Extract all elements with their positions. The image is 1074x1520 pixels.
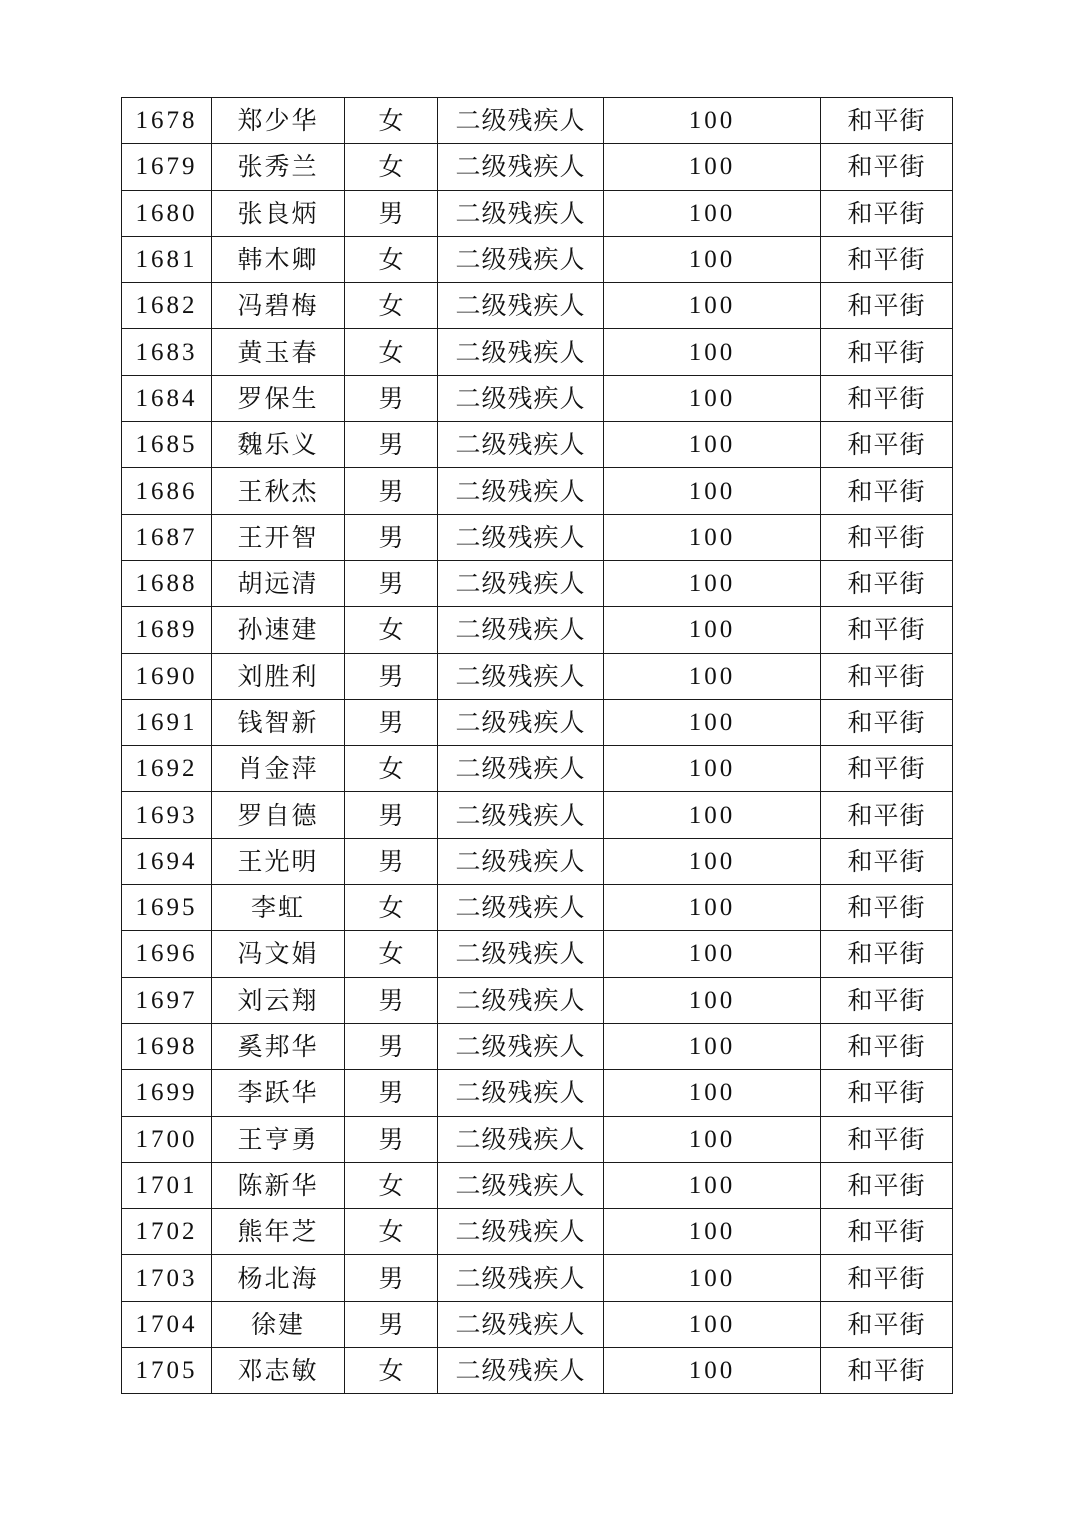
table-row <box>122 653 953 699</box>
cell-street: 和平街 <box>821 977 953 1023</box>
cell-disability-category: 二级残疾人 <box>438 792 604 838</box>
cell-amount: 100 <box>604 1070 821 1116</box>
cell-serial-number: 1684 <box>122 375 212 421</box>
cell-amount: 100 <box>604 144 821 190</box>
table-row <box>122 190 953 236</box>
cell-name: 刘胜利 <box>212 653 345 699</box>
cell-gender: 女 <box>345 1162 438 1208</box>
cell-serial-number: 1679 <box>122 144 212 190</box>
cell-serial-number: 1704 <box>122 1301 212 1347</box>
table-row <box>122 144 953 190</box>
table-row <box>122 422 953 468</box>
cell-amount: 100 <box>604 422 821 468</box>
table-row <box>122 236 953 282</box>
table-row <box>122 838 953 884</box>
cell-street: 和平街 <box>821 329 953 375</box>
cell-serial-number: 1690 <box>122 653 212 699</box>
cell-amount: 100 <box>604 190 821 236</box>
cell-gender: 男 <box>345 190 438 236</box>
table-row <box>122 283 953 329</box>
cell-amount: 100 <box>604 1116 821 1162</box>
table-row <box>122 885 953 931</box>
table-row <box>122 977 953 1023</box>
table-row <box>122 1162 953 1208</box>
cell-gender: 女 <box>345 607 438 653</box>
table-row <box>122 375 953 421</box>
cell-name: 陈新华 <box>212 1162 345 1208</box>
cell-street: 和平街 <box>821 236 953 282</box>
cell-serial-number: 1678 <box>122 98 212 144</box>
table-row <box>122 468 953 514</box>
cell-serial-number: 1687 <box>122 514 212 560</box>
cell-name: 李虹 <box>212 885 345 931</box>
cell-name: 冯文娟 <box>212 931 345 977</box>
cell-gender: 男 <box>345 653 438 699</box>
cell-street: 和平街 <box>821 746 953 792</box>
cell-disability-category: 二级残疾人 <box>438 1023 604 1069</box>
cell-disability-category: 二级残疾人 <box>438 375 604 421</box>
cell-disability-category: 二级残疾人 <box>438 98 604 144</box>
cell-amount: 100 <box>604 1162 821 1208</box>
cell-name: 李跃华 <box>212 1070 345 1116</box>
cell-gender: 女 <box>345 885 438 931</box>
cell-street: 和平街 <box>821 885 953 931</box>
table-row <box>122 1116 953 1162</box>
table-row <box>122 931 953 977</box>
cell-street: 和平街 <box>821 1301 953 1347</box>
cell-disability-category: 二级残疾人 <box>438 1162 604 1208</box>
cell-street: 和平街 <box>821 699 953 745</box>
cell-disability-category: 二级残疾人 <box>438 560 604 606</box>
cell-serial-number: 1691 <box>122 699 212 745</box>
table-row <box>122 1023 953 1069</box>
cell-amount: 100 <box>604 98 821 144</box>
cell-street: 和平街 <box>821 838 953 884</box>
cell-street: 和平街 <box>821 468 953 514</box>
cell-serial-number: 1702 <box>122 1209 212 1255</box>
cell-name: 胡远清 <box>212 560 345 606</box>
cell-amount: 100 <box>604 1348 821 1394</box>
cell-amount: 100 <box>604 1301 821 1347</box>
cell-name: 王光明 <box>212 838 345 884</box>
cell-name: 王亨勇 <box>212 1116 345 1162</box>
cell-gender: 男 <box>345 560 438 606</box>
table-row <box>122 607 953 653</box>
cell-name: 徐建 <box>212 1301 345 1347</box>
cell-disability-category: 二级残疾人 <box>438 1301 604 1347</box>
cell-name: 罗自德 <box>212 792 345 838</box>
cell-amount: 100 <box>604 607 821 653</box>
cell-gender: 男 <box>345 1301 438 1347</box>
cell-gender: 男 <box>345 977 438 1023</box>
cell-gender: 男 <box>345 514 438 560</box>
cell-gender: 女 <box>345 144 438 190</box>
cell-street: 和平街 <box>821 514 953 560</box>
cell-gender: 男 <box>345 422 438 468</box>
cell-street: 和平街 <box>821 1070 953 1116</box>
table-row <box>122 1348 953 1394</box>
cell-disability-category: 二级残疾人 <box>438 236 604 282</box>
cell-amount: 100 <box>604 699 821 745</box>
cell-gender: 女 <box>345 98 438 144</box>
cell-amount: 100 <box>604 375 821 421</box>
cell-disability-category: 二级残疾人 <box>438 885 604 931</box>
cell-disability-category: 二级残疾人 <box>438 144 604 190</box>
cell-amount: 100 <box>604 977 821 1023</box>
cell-street: 和平街 <box>821 422 953 468</box>
cell-street: 和平街 <box>821 1162 953 1208</box>
cell-name: 杨北海 <box>212 1255 345 1301</box>
cell-disability-category: 二级残疾人 <box>438 838 604 884</box>
table-row <box>122 1301 953 1347</box>
cell-disability-category: 二级残疾人 <box>438 514 604 560</box>
cell-serial-number: 1705 <box>122 1348 212 1394</box>
cell-gender: 男 <box>345 792 438 838</box>
cell-name: 奚邦华 <box>212 1023 345 1069</box>
cell-serial-number: 1686 <box>122 468 212 514</box>
cell-gender: 女 <box>345 931 438 977</box>
cell-disability-category: 二级残疾人 <box>438 977 604 1023</box>
cell-disability-category: 二级残疾人 <box>438 190 604 236</box>
cell-amount: 100 <box>604 468 821 514</box>
cell-amount: 100 <box>604 653 821 699</box>
cell-gender: 男 <box>345 838 438 884</box>
cell-serial-number: 1698 <box>122 1023 212 1069</box>
table-row <box>122 98 953 144</box>
cell-name: 张秀兰 <box>212 144 345 190</box>
cell-name: 熊年芝 <box>212 1209 345 1255</box>
table-row <box>122 1209 953 1255</box>
cell-name: 韩木卿 <box>212 236 345 282</box>
cell-amount: 100 <box>604 746 821 792</box>
cell-name: 冯碧梅 <box>212 283 345 329</box>
cell-disability-category: 二级残疾人 <box>438 329 604 375</box>
cell-street: 和平街 <box>821 792 953 838</box>
cell-amount: 100 <box>604 283 821 329</box>
cell-street: 和平街 <box>821 1116 953 1162</box>
cell-serial-number: 1680 <box>122 190 212 236</box>
cell-disability-category: 二级残疾人 <box>438 1116 604 1162</box>
cell-street: 和平街 <box>821 607 953 653</box>
cell-serial-number: 1696 <box>122 931 212 977</box>
cell-serial-number: 1703 <box>122 1255 212 1301</box>
cell-serial-number: 1681 <box>122 236 212 282</box>
cell-street: 和平街 <box>821 1209 953 1255</box>
cell-street: 和平街 <box>821 1255 953 1301</box>
table-row <box>122 1070 953 1116</box>
cell-disability-category: 二级残疾人 <box>438 422 604 468</box>
cell-disability-category: 二级残疾人 <box>438 468 604 514</box>
beneficiary-table <box>121 97 953 1394</box>
cell-gender: 女 <box>345 329 438 375</box>
cell-amount: 100 <box>604 885 821 931</box>
cell-disability-category: 二级残疾人 <box>438 1070 604 1116</box>
cell-serial-number: 1682 <box>122 283 212 329</box>
table-row <box>122 560 953 606</box>
cell-disability-category: 二级残疾人 <box>438 1209 604 1255</box>
table-row <box>122 1255 953 1301</box>
cell-street: 和平街 <box>821 190 953 236</box>
cell-disability-category: 二级残疾人 <box>438 607 604 653</box>
cell-serial-number: 1693 <box>122 792 212 838</box>
cell-disability-category: 二级残疾人 <box>438 283 604 329</box>
cell-serial-number: 1692 <box>122 746 212 792</box>
cell-amount: 100 <box>604 236 821 282</box>
cell-serial-number: 1689 <box>122 607 212 653</box>
cell-name: 魏乐义 <box>212 422 345 468</box>
cell-amount: 100 <box>604 329 821 375</box>
cell-gender: 男 <box>345 375 438 421</box>
table-row <box>122 514 953 560</box>
cell-gender: 女 <box>345 1209 438 1255</box>
cell-street: 和平街 <box>821 653 953 699</box>
cell-amount: 100 <box>604 931 821 977</box>
cell-gender: 女 <box>345 1348 438 1394</box>
cell-amount: 100 <box>604 514 821 560</box>
cell-name: 肖金萍 <box>212 746 345 792</box>
cell-street: 和平街 <box>821 144 953 190</box>
table-row <box>122 699 953 745</box>
table-row <box>122 792 953 838</box>
cell-gender: 男 <box>345 1023 438 1069</box>
cell-serial-number: 1697 <box>122 977 212 1023</box>
cell-serial-number: 1694 <box>122 838 212 884</box>
cell-amount: 100 <box>604 792 821 838</box>
cell-street: 和平街 <box>821 1348 953 1394</box>
cell-amount: 100 <box>604 838 821 884</box>
cell-gender: 男 <box>345 699 438 745</box>
cell-disability-category: 二级残疾人 <box>438 746 604 792</box>
cell-disability-category: 二级残疾人 <box>438 1255 604 1301</box>
cell-serial-number: 1695 <box>122 885 212 931</box>
cell-name: 郑少华 <box>212 98 345 144</box>
cell-disability-category: 二级残疾人 <box>438 1348 604 1394</box>
cell-street: 和平街 <box>821 375 953 421</box>
cell-amount: 100 <box>604 560 821 606</box>
cell-serial-number: 1701 <box>122 1162 212 1208</box>
cell-gender: 男 <box>345 1116 438 1162</box>
cell-name: 钱智新 <box>212 699 345 745</box>
table-body <box>122 98 953 1394</box>
cell-name: 刘云翔 <box>212 977 345 1023</box>
cell-gender: 女 <box>345 236 438 282</box>
cell-name: 邓志敏 <box>212 1348 345 1394</box>
cell-gender: 男 <box>345 468 438 514</box>
cell-gender: 女 <box>345 746 438 792</box>
cell-serial-number: 1700 <box>122 1116 212 1162</box>
cell-street: 和平街 <box>821 1023 953 1069</box>
cell-serial-number: 1683 <box>122 329 212 375</box>
cell-gender: 女 <box>345 283 438 329</box>
cell-amount: 100 <box>604 1255 821 1301</box>
cell-serial-number: 1699 <box>122 1070 212 1116</box>
cell-name: 王秋杰 <box>212 468 345 514</box>
table-row <box>122 329 953 375</box>
cell-serial-number: 1688 <box>122 560 212 606</box>
cell-street: 和平街 <box>821 283 953 329</box>
cell-gender: 男 <box>345 1255 438 1301</box>
cell-amount: 100 <box>604 1023 821 1069</box>
cell-disability-category: 二级残疾人 <box>438 653 604 699</box>
cell-street: 和平街 <box>821 931 953 977</box>
table-row <box>122 746 953 792</box>
cell-name: 王开智 <box>212 514 345 560</box>
cell-name: 黄玉春 <box>212 329 345 375</box>
cell-gender: 男 <box>345 1070 438 1116</box>
cell-name: 罗保生 <box>212 375 345 421</box>
cell-disability-category: 二级残疾人 <box>438 931 604 977</box>
cell-amount: 100 <box>604 1209 821 1255</box>
cell-name: 孙速建 <box>212 607 345 653</box>
cell-name: 张良炳 <box>212 190 345 236</box>
cell-disability-category: 二级残疾人 <box>438 699 604 745</box>
cell-street: 和平街 <box>821 560 953 606</box>
cell-serial-number: 1685 <box>122 422 212 468</box>
cell-street: 和平街 <box>821 98 953 144</box>
